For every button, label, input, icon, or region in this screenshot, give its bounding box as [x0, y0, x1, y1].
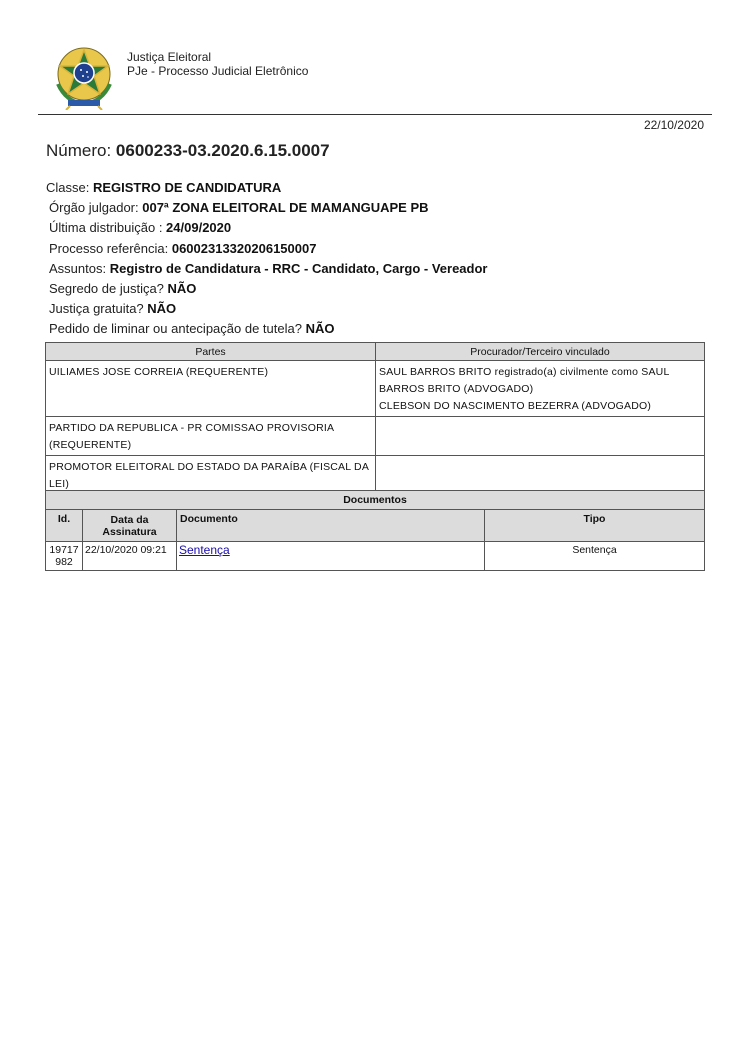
- procurador-cell: [376, 361, 705, 417]
- partes-header: Partes: [46, 343, 376, 361]
- field-value: NÃO: [305, 321, 335, 337]
- field-value: 007ª ZONA ELEITORAL DE MAMANGUAPE PB: [142, 200, 429, 216]
- field-value: NÃO: [147, 301, 177, 317]
- procurador-header: Procurador/Terceiro vinculado: [376, 343, 705, 361]
- doc-date-cell: 22/10/2020 09:21: [83, 542, 177, 571]
- partes-table: [45, 342, 705, 495]
- parte-cell: PROMOTOR ELEITORAL DO ESTADO DA PARAÍBA (FISCAL DA LEI): [46, 456, 376, 495]
- field-label: Segredo de justiça?: [49, 281, 168, 297]
- field-processo-referencia: [46, 239, 487, 259]
- process-number: [46, 141, 330, 161]
- field-value: NÃO: [167, 281, 197, 297]
- field-label: Assuntos:: [49, 260, 110, 276]
- header-line: Data da: [110, 513, 149, 526]
- field-label: Órgão julgador:: [49, 200, 143, 216]
- doc-id-line: 19717: [49, 544, 79, 556]
- field-classe: [46, 178, 487, 198]
- field-label: Classe:: [46, 180, 93, 195]
- field-value: 06002313320206150007: [171, 240, 317, 256]
- field-assuntos: [46, 259, 487, 279]
- field-segredo-justica: [46, 279, 487, 299]
- system-name: PJe - Processo Judicial Eletrônico: [127, 64, 309, 78]
- doc-id-cell: [46, 542, 83, 571]
- table-row: [46, 456, 705, 495]
- process-number-label: Número:: [46, 141, 112, 160]
- data-assinatura-header: [83, 510, 177, 542]
- doc-tipo-cell: Sentença: [485, 542, 705, 571]
- field-label: Processo referência:: [49, 240, 172, 256]
- field-orgao-julgador: [46, 198, 487, 218]
- table-row: [46, 361, 705, 417]
- field-label: Justiça gratuita?: [49, 301, 148, 317]
- print-date: 22/10/2020: [643, 118, 704, 132]
- field-value: REGISTRO DE CANDIDATURA: [92, 180, 282, 195]
- table-row: [46, 417, 705, 456]
- procurador-cell: [376, 417, 705, 456]
- documentos-table: [45, 490, 705, 571]
- process-metadata: [46, 178, 487, 340]
- procurador-entry: CLEBSON DO NASCIMENTO BEZERRA (ADVOGADO): [379, 400, 652, 412]
- parte-cell: PARTIDO DA REPUBLICA - PR COMISSAO PROVISORIA (REQUERENTE): [46, 417, 376, 456]
- documento-link[interactable]: Sentença: [179, 543, 230, 557]
- field-pedido-liminar: [46, 319, 487, 339]
- procurador-entry: SAUL BARROS BRITO registrado(a) civilmente como SAUL BARROS BRITO (ADVOGADO): [379, 366, 670, 395]
- header-line: Assinatura: [102, 525, 157, 538]
- parte-cell: UILIAMES JOSE CORREIA (REQUERENTE): [46, 361, 376, 417]
- org-name: Justiça Eleitoral: [127, 50, 212, 64]
- field-ultima-distribuicao: [46, 218, 487, 238]
- documentos-title: Documentos: [46, 491, 705, 510]
- field-justica-gratuita: [46, 299, 487, 319]
- documento-header: Documento: [177, 510, 485, 542]
- procurador-cell: [376, 456, 705, 495]
- process-number-value: 0600233-03.2020.6.15.0007: [115, 141, 330, 160]
- brazil-coat-of-arms-icon: [52, 44, 116, 110]
- field-value: Registro de Candidatura - RRC - Candidato, Cargo - Vereador: [109, 260, 488, 276]
- table-row: [46, 542, 705, 571]
- field-label: Última distribuição :: [49, 220, 167, 236]
- doc-name-cell: [177, 542, 485, 571]
- field-value: 24/09/2020: [166, 220, 232, 236]
- id-header: Id.: [46, 510, 83, 542]
- doc-id-line: 982: [55, 556, 73, 568]
- field-label: Pedido de liminar ou antecipação de tutela?: [49, 321, 306, 337]
- document-header: [38, 40, 712, 115]
- tipo-header: Tipo: [485, 510, 705, 542]
